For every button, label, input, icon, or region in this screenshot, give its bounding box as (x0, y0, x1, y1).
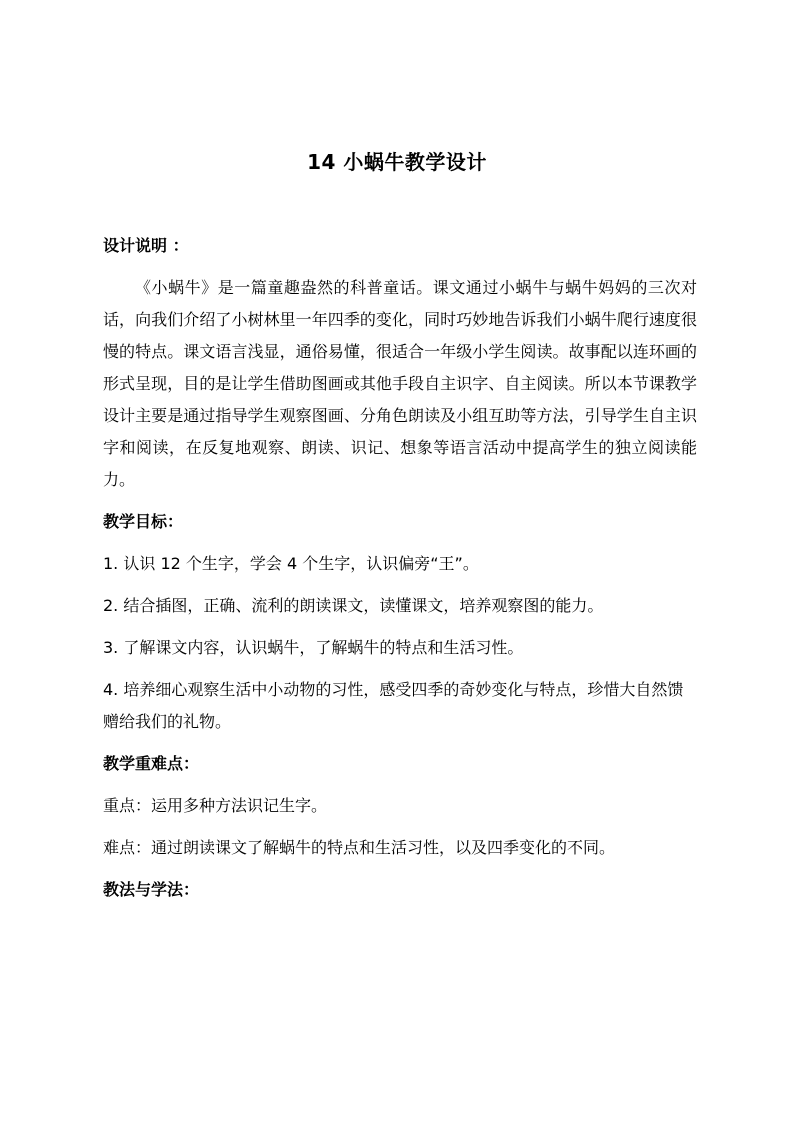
document-body (103, 230, 697, 906)
goal-item: 2. 结合插图，正确、流利的朗读课文，读懂课文，培养观察图的能力。 (103, 596, 604, 615)
goal-item: 1. 认识 12 个生字，学会 4 个生字，认识偏旁“王”。 (103, 554, 479, 573)
methods-heading: 教法与学法： (103, 880, 200, 899)
key-point-text: 重点：运用多种方法识记生字。 (103, 796, 328, 815)
difficulty-text: 难点：通过朗读课文了解蜗牛的特点和生活习性，以及四季变化的不同。 (103, 838, 616, 857)
document-title: 14 小蜗牛教学设计 (307, 150, 487, 174)
goal-item: 4. 培养细心观察生活中小动物的习性，感受四季的奇妙变化与特点，珍惜大自然馈赠给我们的礼物。 (103, 680, 684, 731)
goals-heading: 教学目标： (103, 512, 184, 531)
key-points-heading: 教学重难点： (103, 754, 200, 773)
design-note-heading: 设计说明 ： (103, 236, 189, 255)
goal-item: 3. 了解课文内容，认识蜗牛，了解蜗牛的特点和生活习性。 (103, 638, 524, 657)
design-note-paragraph: 《小蜗牛》是一篇童趣盎然的科普童话。课文通过小蜗牛与蜗牛妈妈的三次对话，向我们介绍了小树林里一年四季的变化，同时巧妙地告诉我们小蜗牛爬行速度很慢的特点。课文语言浅显，通俗易懂，很适合一年级小学生阅读。故事配以连环画的形式呈现，目的是让学生借助图画或其他手段自主识字、自主阅读。所以本节课教学设计主要是通过指导学生观察图画、分角色朗读及小组互助等方法，引导学生自主识字和阅读，在反复地观察、朗读、识记、想象等语言活动中提高学生的独立阅读能力。 (103, 278, 697, 489)
